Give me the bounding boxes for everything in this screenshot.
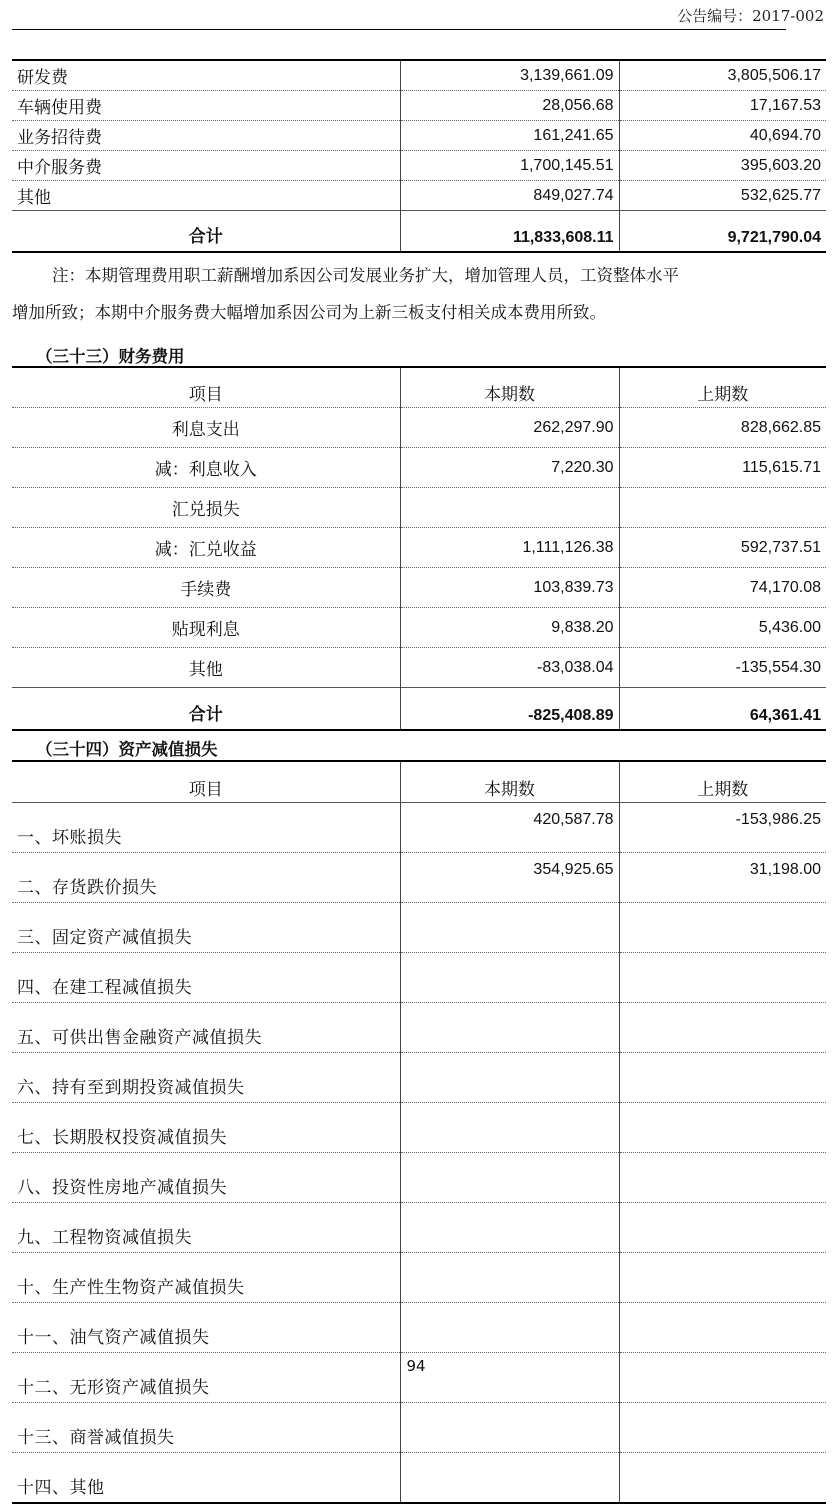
row-label: 十二、无形资产减值损失	[12, 1353, 400, 1403]
impairment-table	[12, 760, 826, 1504]
impairment-section-title: （三十四）资产减值损失	[36, 740, 218, 759]
table-row	[12, 1403, 826, 1453]
total-current: 11,833,608.11	[400, 211, 619, 253]
previous-value	[619, 953, 826, 1003]
row-label: 十一、油气资产减值损失	[12, 1303, 400, 1353]
row-label: 研发费	[12, 60, 400, 91]
announcement-number: 公告编号：2017-002	[677, 7, 824, 25]
current-value: 1,111,126.38	[400, 528, 619, 568]
previous-value: 532,625.77	[619, 181, 826, 211]
table-row	[12, 1453, 826, 1504]
previous-value: 115,615.71	[619, 448, 826, 488]
row-label: 十四、其他	[12, 1453, 400, 1504]
previous-value: 3,805,506.17	[619, 60, 826, 91]
table-row	[12, 528, 826, 568]
header-previous: 上期数	[619, 761, 826, 803]
row-label: 四、在建工程减值损失	[12, 953, 400, 1003]
table-row	[12, 1103, 826, 1153]
total-row	[12, 688, 826, 731]
table-row	[12, 648, 826, 688]
current-value	[400, 1403, 619, 1453]
finance-expense-table	[12, 366, 826, 731]
row-label: 九、工程物资减值损失	[12, 1203, 400, 1253]
current-value	[400, 953, 619, 1003]
table-row	[12, 608, 826, 648]
table-row	[12, 91, 826, 121]
row-label: 车辆使用费	[12, 91, 400, 121]
previous-value	[619, 1403, 826, 1453]
header-item: 项目	[12, 367, 400, 408]
total-previous: 9,721,790.04	[619, 211, 826, 253]
current-value: 28,056.68	[400, 91, 619, 121]
total-row	[12, 211, 826, 253]
previous-value	[619, 1103, 826, 1153]
table-row	[12, 853, 826, 903]
previous-value	[619, 1203, 826, 1253]
total-previous: 64,361.41	[619, 688, 826, 731]
current-value	[400, 1253, 619, 1303]
note-line-2: 增加所致；本期中介服务费大幅增加系因公司为上新三板支付相关成本费用所致。	[12, 303, 606, 322]
row-label: 七、长期股权投资减值损失	[12, 1103, 400, 1153]
total-label: 合计	[12, 211, 400, 253]
table-row	[12, 488, 826, 528]
table-row	[12, 953, 826, 1003]
current-value: 3,139,661.09	[400, 60, 619, 91]
table-row	[12, 408, 826, 448]
current-value	[400, 1203, 619, 1253]
current-value	[400, 1153, 619, 1203]
current-value	[400, 488, 619, 528]
previous-value: 395,603.20	[619, 151, 826, 181]
current-value: 849,027.74	[400, 181, 619, 211]
current-value: 262,297.90	[400, 408, 619, 448]
table-row	[12, 1303, 826, 1353]
previous-value	[619, 1253, 826, 1303]
table-row	[12, 803, 826, 853]
row-label: 一、坏账损失	[12, 803, 400, 853]
page-number: 94	[406, 1357, 426, 1375]
row-label: 汇兑损失	[12, 488, 400, 528]
row-label: 业务招待费	[12, 121, 400, 151]
row-label: 二、存货跌价损失	[12, 853, 400, 903]
table-row	[12, 568, 826, 608]
row-label: 中介服务费	[12, 151, 400, 181]
row-label: 减：汇兑收益	[12, 528, 400, 568]
current-value	[400, 1103, 619, 1153]
table-row	[12, 1053, 826, 1103]
note-line-1: 注：本期管理费用职工薪酬增加系因公司发展业务扩大，增加管理人员，工资整体水平	[52, 266, 679, 285]
previous-value	[619, 903, 826, 953]
row-label: 五、可供出售金融资产减值损失	[12, 1003, 400, 1053]
row-label: 三、固定资产减值损失	[12, 903, 400, 953]
total-current: -825,408.89	[400, 688, 619, 731]
row-label: 八、投资性房地产减值损失	[12, 1153, 400, 1203]
table-row	[12, 448, 826, 488]
row-label: 十、生产性生物资产减值损失	[12, 1253, 400, 1303]
current-value: 103,839.73	[400, 568, 619, 608]
current-value	[400, 1053, 619, 1103]
row-label: 减：利息收入	[12, 448, 400, 488]
header-item: 项目	[12, 761, 400, 803]
finance-section-title: （三十三）财务费用	[36, 347, 185, 366]
previous-value: 592,737.51	[619, 528, 826, 568]
previous-value: 31,198.00	[619, 853, 826, 903]
previous-value	[619, 1153, 826, 1203]
previous-value: 828,662.85	[619, 408, 826, 448]
previous-value: 74,170.08	[619, 568, 826, 608]
current-value: 161,241.65	[400, 121, 619, 151]
table-row	[12, 121, 826, 151]
table-row	[12, 151, 826, 181]
previous-value	[619, 1003, 826, 1053]
previous-value	[619, 488, 826, 528]
previous-value	[619, 1453, 826, 1504]
row-label: 六、持有至到期投资减值损失	[12, 1053, 400, 1103]
current-value: 9,838.20	[400, 608, 619, 648]
current-value: 354,925.65	[400, 853, 619, 903]
current-value	[400, 1303, 619, 1353]
table-row	[12, 1153, 826, 1203]
current-value: -83,038.04	[400, 648, 619, 688]
current-value	[400, 1003, 619, 1053]
row-label: 其他	[12, 648, 400, 688]
previous-value: -135,554.30	[619, 648, 826, 688]
table-row	[12, 1203, 826, 1253]
table-header-row	[12, 367, 826, 408]
table-row	[12, 903, 826, 953]
header-current: 本期数	[400, 761, 619, 803]
row-label: 其他	[12, 181, 400, 211]
table-row	[12, 60, 826, 91]
current-value: 7,220.30	[400, 448, 619, 488]
previous-value	[619, 1053, 826, 1103]
row-label: 手续费	[12, 568, 400, 608]
header-current: 本期数	[400, 367, 619, 408]
current-value	[400, 1453, 619, 1504]
row-label: 利息支出	[12, 408, 400, 448]
admin-expense-table	[12, 59, 826, 253]
table-header-row	[12, 761, 826, 803]
previous-value: -153,986.25	[619, 803, 826, 853]
previous-value: 5,436.00	[619, 608, 826, 648]
header-rule	[12, 0, 786, 30]
current-value: 1,700,145.51	[400, 151, 619, 181]
table-row	[12, 181, 826, 211]
current-value	[400, 903, 619, 953]
previous-value: 40,694.70	[619, 121, 826, 151]
table-row	[12, 1253, 826, 1303]
row-label: 十三、商誉减值损失	[12, 1403, 400, 1453]
previous-value: 17,167.53	[619, 91, 826, 121]
total-label: 合计	[12, 688, 400, 731]
previous-value	[619, 1303, 826, 1353]
row-label: 贴现利息	[12, 608, 400, 648]
table-row	[12, 1003, 826, 1053]
header-previous: 上期数	[619, 367, 826, 408]
current-value: 420,587.78	[400, 803, 619, 853]
